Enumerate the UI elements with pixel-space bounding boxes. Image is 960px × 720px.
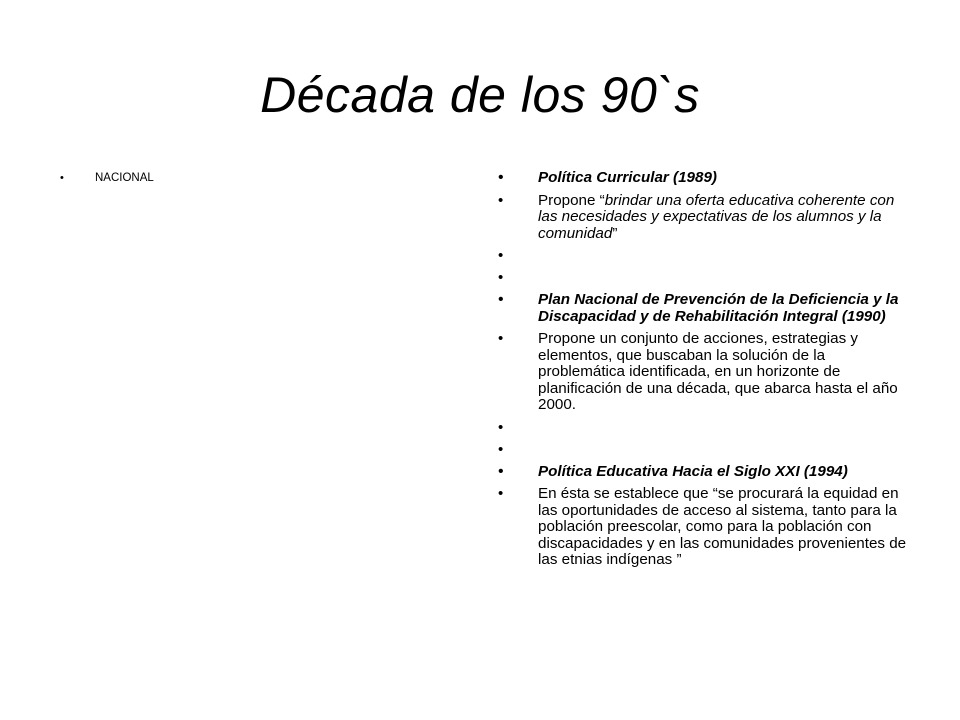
desc-quote: brindar una oferta educativa coherente con las necesidades y expectativas de los alumnos y la comunidad [538, 191, 895, 242]
right-column [498, 170, 908, 575]
empty-bullet [498, 270, 908, 286]
right-bullet-list [498, 170, 908, 569]
empty-bullet [498, 420, 908, 436]
desc-prefix: Propone “ [538, 191, 605, 209]
bullet-politica-educativa-desc: • En ésta se establece que “se procurará la equidad en las oportunidades de acceso al sistema, tanto para la población preescolar, como para la población con discapacidades y en las comunidades provenientes de las etnias indígenas ” [498, 486, 908, 569]
slide-title: Década de los 90`s [260, 67, 700, 123]
bullet-politica-curricular-desc [498, 193, 908, 243]
left-bullet-list [60, 170, 460, 186]
bullet-plan-nacional-desc: • Propone un conjunto de acciones, estrategias y elementos, que buscaban la solución de la problemática identificada, en un horizonte de planificación de una década, que abarca hasta el año 2000. [498, 331, 908, 414]
desc-suffix: ” [612, 224, 618, 242]
bullet-politica-curricular: • Política Curricular (1989) [498, 170, 908, 187]
bullet-politica-educativa: • Política Educativa Hacia el Siglo XXI (1994) [498, 464, 908, 481]
left-column [60, 170, 460, 186]
empty-bullet [498, 248, 908, 264]
empty-bullet [498, 442, 908, 458]
bullet-nacional: • NACIONAL [60, 170, 460, 186]
bullet-plan-nacional: • Plan Nacional de Prevención de la Deficiencia y la Discapacidad y de Rehabilitación Integral (1990) [498, 292, 908, 325]
